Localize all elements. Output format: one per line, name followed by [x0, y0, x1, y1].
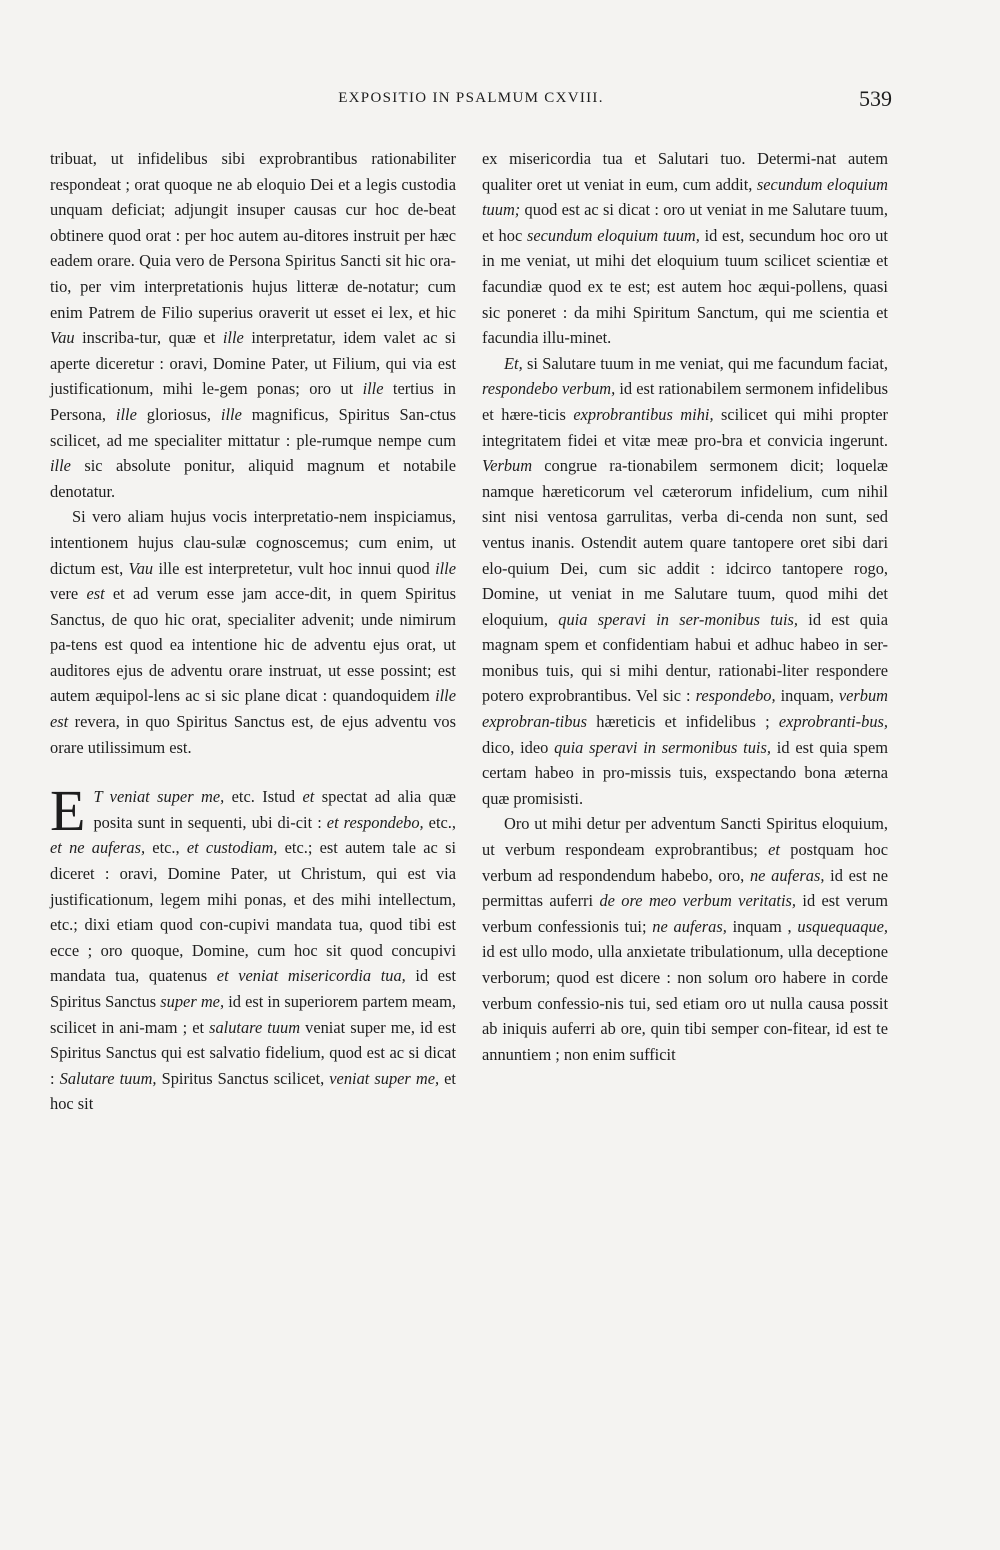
- text-run: interpretatur, idem valet ac si aperte diceretur : oravi, Domine Pater, ut Filium, qui via est justificationum, mihi le-gem ponas; oro ut: [50, 328, 456, 399]
- italic-text-run: T veniat super me,: [93, 787, 225, 807]
- italic-text-run: verbum exprobran-tibus: [482, 686, 888, 732]
- italic-text-run: Vau: [50, 328, 75, 348]
- italic-text-run: et: [768, 840, 780, 860]
- dropcap-paragraph-text: [50, 778, 457, 1114]
- text-run: revera, in quo Spiritus Sanctus est, de ejus adventu vos orare utilissimum est.: [50, 712, 456, 757]
- paragraph: [482, 811, 888, 1067]
- italic-text-run: ille: [115, 404, 137, 424]
- text-run: quod est ac si dicat : oro ut veniat in me Salutare tuum, et hoc: [482, 200, 888, 245]
- italic-text-run: ille: [220, 404, 242, 424]
- text-run: veniat super me, id est Spiritus Sanctus qui est salvatio fidelium, quod est ac si dicat :: [50, 1017, 457, 1088]
- italic-text-run: ne auferas,: [749, 865, 825, 885]
- italic-text-run: ille: [362, 379, 384, 399]
- paragraph: [482, 146, 888, 351]
- text-run: gloriosus,: [136, 404, 221, 424]
- text-run: etc.,: [423, 812, 456, 832]
- text-run: et hoc sit: [50, 1068, 456, 1114]
- italic-text-run: de ore meo verbum veritatis,: [599, 891, 796, 911]
- italic-text-run: quia speravi in sermonibus tuis,: [554, 737, 771, 757]
- paragraph: [50, 504, 456, 760]
- text-run: Spiritus Sanctus scilicet,: [156, 1068, 330, 1088]
- italic-text-run: exprobrantibus mihi,: [573, 404, 714, 424]
- text-run: etc. Istud: [224, 787, 303, 807]
- italic-text-run: et: [302, 787, 315, 807]
- paragraph: [482, 351, 888, 812]
- text-run: etc.,: [145, 838, 187, 858]
- italic-text-run: quia speravi in ser-monibus tuis,: [558, 609, 798, 629]
- text-run: inscriba-tur, quæ et: [74, 328, 223, 348]
- italic-text-run: Verbum: [482, 456, 533, 476]
- italic-text-run: ille est: [50, 686, 456, 732]
- italic-text-run: et custodiam,: [186, 838, 278, 858]
- text-run: id est quia spem certam habeo in pro-missis tuis, exspectando bona æterna quæ promisisti.: [482, 737, 888, 808]
- text-run: id est ne permittas auferri: [482, 865, 888, 911]
- italic-text-run: Vau: [128, 558, 154, 578]
- text-run: scilicet qui mihi propter integritatem fidei et vitæ meæ pro-bra et convicia ingerunt.: [482, 404, 888, 450]
- text-run: inquam ,: [726, 916, 798, 936]
- italic-text-run: ille: [222, 328, 244, 348]
- left-column: [50, 146, 456, 1117]
- text-run: tribuat, ut infidelibus sibi exprobrantibus rationabiliter respondeat ; orat quoque ne ab eloquio Dei et a legis custodia unquam deficiat; adjungit insuper causas cur hoc de-beat obtinere quod orat : per hoc autem au-ditores instruit per hæc eadem orare. Quia vero de Persona Spiritus Sancti sit hic ora-tio, per vim interpretationis hujus litteræ de-notatur; cum enim Patrem de Filio superius oraverit ut esset ei lex, et hic: [50, 149, 456, 322]
- italic-text-run: et respondebo,: [326, 812, 424, 832]
- text-run: magnificus, Spiritus San-ctus scilicet, ad me specialiter mittatur : ple-rumque nempe cum: [50, 404, 457, 450]
- text-run: ille est interpretetur, vult hoc innui quod: [153, 558, 436, 578]
- text-run: spectat ad alia quæ posita sunt in sequenti, ubi di-cit :: [93, 787, 456, 832]
- text-run: id est rationabilem sermonem infidelibus et hære-ticis: [482, 379, 888, 424]
- text-run: hæreticis et infidelibus ;: [587, 712, 779, 732]
- italic-text-run: ille: [50, 456, 71, 476]
- text-run: tertius in Persona,: [50, 379, 456, 424]
- text-run: et ad verum esse jam acce-dit, in quem Spiritus Sanctus, de quo hic orat, specialiter advenit; unde nimirum pa-tens est quod ea intentione hic de adventu ejus orat, ut auditores ejus de adventu orare instruat, ut esse possint; est autem æquipol-lens ac si sic plane dicat : quandoquidem: [50, 584, 456, 706]
- text-run: etc.; est autem tale ac si diceret : oravi, Domine Pater, ut Christum, qui est via justificationum, legem mihi ponas, et des mihi intellectum, etc.; dixi etiam quod con-cupivi mandata tua, quod tibi est ecce ; oro quoque, Domine, cum hoc sit quod concupivi mandata tua, quatenus: [50, 838, 457, 986]
- text-run: vere: [50, 584, 87, 604]
- text-run: si Salutare tuum in me veniat, qui me facundum faciat,: [522, 353, 888, 373]
- page-number: 539: [859, 86, 892, 111]
- text-run: dico, ideo: [482, 737, 555, 757]
- text-run: id est ullo modo, ulla anxietate tribulationum, ulla deceptione verborum; quod est dicere : non solum oro habere in corde verbum confessio-nis tui, sed etiam oro ut nulla causa possit ab iniquis auferri ab ore, quin tibi semper con-fitear, id est te annuntiem ; non enim sufficit: [482, 942, 888, 1064]
- running-head: [50, 86, 892, 116]
- text-run: id est in superiorem partem meam, scilicet in ani-mam ; et: [50, 992, 456, 1037]
- italic-text-run: respondebo,: [695, 686, 776, 706]
- text-run: ex misericordia tua et Salutari tuo. Determi-nat autem qualiter oret ut veniat in eum, cum addit,: [482, 149, 888, 194]
- italic-text-run: est: [86, 584, 105, 604]
- text-run: inquam,: [775, 686, 839, 706]
- text-run: congrue ra-tionabilem sermonem dicit; loquelæ namque hæreticorum vel cæterorum infidelium, cum nihil sint nisi ventosa garrulitas, verba di-cenda non sunt, sed ventus inanis. Ostendit autem quare tantopere oret sibi dari elo-quium Dei, cum sic addit : idcirco tantopere rogo, Domine, ut veniat in me Salutare tuum, quod mihi det eloquium,: [482, 456, 888, 629]
- italic-text-run: usquequaque,: [797, 916, 888, 936]
- text-run: id est, secundum hoc oro ut in me veniat, ut mihi det eloquium tuum scilicet scientiæ et facundiæ quod ex te est; est autem hoc æqui-pollens, quasi sic poneret : da mihi Spiritum Sanctum, qui me scientia et facundia illu-minet.: [482, 225, 888, 348]
- italic-text-run: respondebo verbum,: [482, 379, 616, 399]
- italic-text-run: Et,: [504, 353, 523, 373]
- text-run: postquam hoc verbum ad respondendum habebo, oro,: [482, 840, 888, 885]
- text-run: id est Spiritus Sanctus: [50, 966, 456, 1011]
- italic-text-run: ne auferas,: [652, 916, 727, 936]
- running-title: EXPOSITIO IN PSALMUM CXVIII.: [338, 90, 604, 106]
- right-column: [482, 146, 888, 1067]
- italic-text-run: secundum eloquium tuum,: [526, 225, 700, 245]
- italic-text-run: et ne auferas,: [50, 838, 146, 858]
- italic-text-run: ille: [435, 558, 456, 578]
- text-run: id est verum verbum confessionis tui;: [482, 891, 888, 936]
- text-run: id est quia magnam spem et confidentiam habui et adhuc habeo in ser-monibus tuis, qui si mihi dentur, rationabi-liter respondere potero exprobrantibus. Vel sic :: [482, 609, 888, 706]
- italic-text-run: Salutare tuum,: [59, 1068, 157, 1088]
- italic-text-run: veniat super me,: [329, 1068, 440, 1088]
- italic-text-run: salutare tuum: [209, 1017, 301, 1037]
- text-run: sic absolute ponitur, aliquid magnum et notabile denotatur.: [50, 456, 456, 501]
- italic-text-run: exprobranti-bus,: [778, 712, 888, 732]
- italic-text-run: secundum eloquium tuum;: [482, 174, 888, 220]
- paragraph: [50, 146, 456, 504]
- italic-text-run: et veniat misericordia tua,: [216, 966, 406, 986]
- paragraph-dropcap: [50, 778, 457, 1117]
- text-run: Oro ut mihi detur per adventum Sancti Spiritus eloquium, ut verbum respondeam exprobrantibus;: [482, 814, 888, 860]
- text-run: Si vero aliam hujus vocis interpretatio-nem inspiciamus, intentionem hujus clau-sulæ cognoscemus; cum enim, ut dictum est,: [50, 507, 456, 578]
- drop-cap: E: [50, 778, 86, 844]
- italic-text-run: super me,: [160, 992, 225, 1011]
